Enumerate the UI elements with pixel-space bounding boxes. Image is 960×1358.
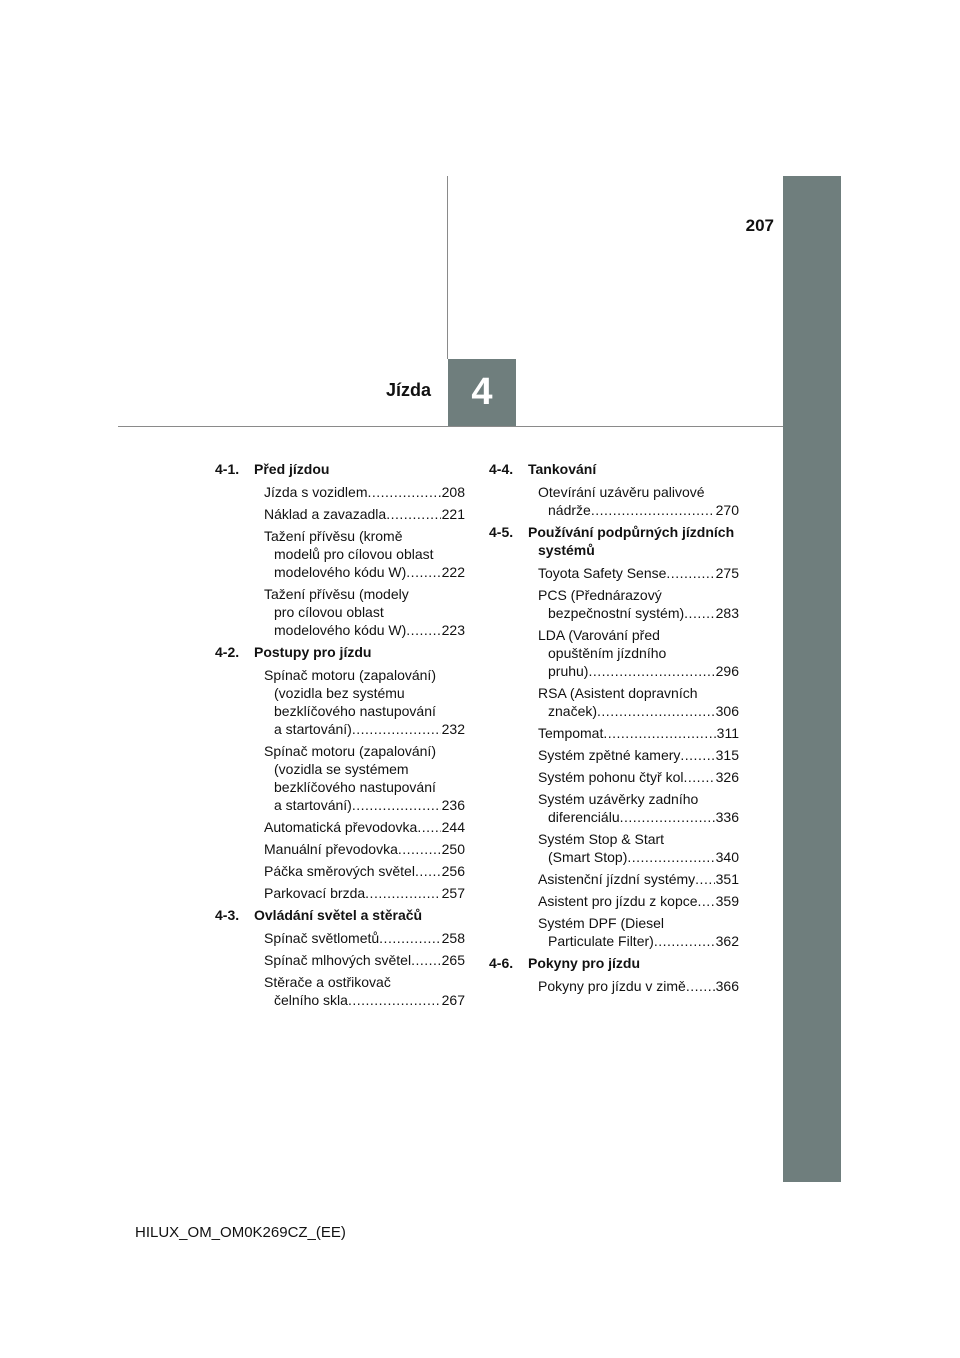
toc-section (489, 954, 739, 995)
dot-leader (695, 870, 714, 888)
toc-entry[interactable] (215, 483, 465, 501)
toc-entry[interactable] (215, 929, 465, 947)
dot-leader (620, 808, 715, 826)
section-title: Postupy pro jízdu (254, 644, 372, 660)
dot-leader (386, 505, 440, 523)
toc-entry[interactable] (489, 626, 739, 680)
entry-title-line: diferenciálu (548, 809, 620, 825)
entry-title-line: opuštěním jízdního (548, 645, 667, 661)
entry-page-number: 283 (715, 605, 739, 621)
entry-page-number: 236 (441, 797, 465, 813)
section-title: Používání podpůrných jízdních systémů (528, 524, 735, 558)
toc-section-heading[interactable] (215, 460, 465, 478)
toc-entry[interactable] (489, 870, 739, 888)
section-number: 4-1. (215, 461, 240, 477)
entry-title-line: Jízda s vozidlem (264, 484, 368, 500)
entry-title-line: RSA (Asistent dopravních (538, 685, 698, 701)
entry-title-line: Tempomat (538, 725, 604, 741)
dot-leader (597, 702, 715, 720)
entry-title-line: LDA (Varování před (538, 627, 660, 643)
entry-title-line: Systém Stop & Start (538, 831, 665, 847)
toc-section-heading[interactable] (489, 460, 739, 478)
toc-entry[interactable] (215, 973, 465, 1009)
entry-page-number: 221 (441, 506, 465, 522)
entry-title-line: bezpečnostní systém) (548, 605, 685, 621)
entry-title-line: Tažení přívěsu (modely (264, 586, 409, 602)
dot-leader (684, 604, 714, 622)
entry-page-number: 366 (715, 978, 739, 994)
entry-title-line: Systém pohonu čtyř kol (538, 769, 684, 785)
chapter-title: Jízda (385, 380, 431, 400)
entry-page-number: 275 (715, 565, 739, 581)
toc-entry[interactable] (215, 505, 465, 523)
entry-title-line: pro cílovou oblast (274, 604, 384, 620)
dot-leader (603, 724, 715, 742)
toc-entry[interactable] (489, 768, 739, 786)
entry-page-number: 258 (441, 930, 465, 946)
dot-leader (654, 932, 715, 950)
toc-entry[interactable] (215, 742, 465, 814)
section-title: Pokyny pro jízdu (528, 955, 641, 971)
entry-title-line: a startování) (274, 721, 352, 737)
entry-page-number: 267 (441, 992, 465, 1008)
entry-title-line: značek) (548, 703, 598, 719)
entry-page-number: 359 (715, 893, 739, 909)
entry-page-number: 256 (441, 863, 465, 879)
entry-title-line: Systém uzávěrky zadního (538, 791, 699, 807)
entry-title-line: Asistent pro jízdu z kopce (538, 893, 698, 909)
toc-entry[interactable] (489, 564, 739, 582)
entry-page-number: 223 (441, 622, 465, 638)
entry-title-line: modelového kódu W) (274, 622, 407, 638)
toc-entry[interactable] (489, 483, 739, 519)
toc-section-heading[interactable] (215, 643, 465, 661)
toc-entry[interactable] (489, 684, 739, 720)
dot-leader (398, 840, 441, 858)
entry-title-line: PCS (Přednárazový (538, 587, 662, 603)
entry-title-line: Tažení přívěsu (kromě (264, 528, 403, 544)
dot-leader (686, 977, 715, 995)
entry-page-number: 222 (441, 564, 465, 580)
entry-title-line: Stěrače a ostřikovač (264, 974, 391, 990)
toc-entry[interactable] (215, 666, 465, 738)
entry-title-line: (Smart Stop) (548, 849, 628, 865)
dot-leader (352, 796, 441, 814)
entry-title-line: Páčka směrových světel (264, 863, 415, 879)
toc-section (215, 906, 465, 1009)
entry-title-line: Pokyny pro jízdu v zimě (538, 978, 686, 994)
dot-leader (680, 746, 714, 764)
entry-title-line: Spínač světlometů (264, 930, 380, 946)
entry-page-number: 315 (715, 747, 739, 763)
entry-page-number: 265 (441, 952, 465, 968)
toc-section-heading[interactable] (489, 523, 739, 559)
toc-section (489, 523, 739, 950)
entry-title-line: Otevírání uzávěru palivové (538, 484, 705, 500)
entry-page-number: 232 (441, 721, 465, 737)
dot-leader (379, 929, 440, 947)
entry-title-line: Particulate Filter) (548, 933, 654, 949)
toc-section (489, 460, 739, 519)
dot-leader (591, 501, 715, 519)
toc-entry[interactable] (489, 790, 739, 826)
toc-entry[interactable] (215, 585, 465, 639)
dot-leader (588, 662, 714, 680)
entry-title-line: a startování) (274, 797, 352, 813)
toc-entry[interactable] (489, 746, 739, 764)
entry-title-line: Automatická převodovka (264, 819, 418, 835)
entry-page-number: 208 (441, 484, 465, 500)
entry-page-number: 340 (715, 849, 739, 865)
entry-title-line: modelového kódu W) (274, 564, 407, 580)
toc-entry[interactable] (489, 586, 739, 622)
entry-page-number: 362 (715, 933, 739, 949)
toc-entry[interactable] (489, 977, 739, 995)
toc-entry[interactable] (215, 884, 465, 902)
toc-entry[interactable] (489, 914, 739, 950)
dot-leader (406, 563, 440, 581)
dot-leader (627, 848, 714, 866)
toc-entry[interactable] (489, 830, 739, 866)
entry-title-line: bezklíčového nastupování (274, 779, 436, 795)
entry-title-line: (vozidla se systémem (274, 761, 409, 777)
toc-entry[interactable] (489, 892, 739, 910)
entry-title-line: Spínač motoru (zapalování) (264, 667, 436, 683)
dot-leader (348, 991, 441, 1009)
dot-leader (352, 720, 441, 738)
chapter-number-badge: 4 (448, 359, 516, 426)
dot-leader (415, 862, 441, 880)
toc-section-heading[interactable] (489, 954, 739, 972)
section-title: Tankování (528, 461, 597, 477)
entry-title-line: bezklíčového nastupování (274, 703, 436, 719)
dot-leader (367, 483, 440, 501)
entry-title-line: pruhu) (548, 663, 589, 679)
document-footer-code: HILUX_OM_OM0K269CZ_(EE) (135, 1224, 346, 1241)
section-number: 4-2. (215, 644, 240, 660)
section-number: 4-3. (215, 907, 240, 923)
toc-entry[interactable] (215, 818, 465, 836)
dot-leader (411, 951, 441, 969)
entry-page-number: 250 (441, 841, 465, 857)
entry-title-line: Spínač motoru (zapalování) (264, 743, 436, 759)
entry-title-line: čelního skla (274, 992, 348, 1008)
section-title: Před jízdou (254, 461, 330, 477)
header-divider-vertical (447, 176, 448, 359)
dot-leader (698, 892, 715, 910)
entry-page-number: 296 (715, 663, 739, 679)
entry-page-number: 257 (441, 885, 465, 901)
entry-title-line: Parkovací brzda (264, 885, 366, 901)
entry-title-line: Manuální převodovka (264, 841, 398, 857)
page-number: 207 (745, 216, 774, 235)
dot-leader (417, 818, 440, 836)
toc-entry[interactable] (215, 527, 465, 581)
toc-section-heading[interactable] (215, 906, 465, 924)
entry-page-number: 351 (715, 871, 739, 887)
entry-title-line: Asistenční jízdní systémy (538, 871, 696, 887)
chapter-side-tab (783, 176, 841, 1182)
toc-column-right (489, 460, 739, 999)
entry-title-line: Spínač mlhových světel (264, 952, 412, 968)
dot-leader (406, 621, 440, 639)
toc-section (215, 460, 465, 639)
entry-page-number: 326 (715, 769, 739, 785)
entry-title-line: Toyota Safety Sense (538, 565, 667, 581)
entry-page-number: 270 (715, 502, 739, 518)
dot-leader (365, 884, 440, 902)
header-divider-horizontal (118, 426, 783, 427)
entry-page-number: 336 (715, 809, 739, 825)
toc-entry[interactable] (215, 951, 465, 969)
entry-title-line: (vozidla bez systému (274, 685, 405, 701)
entry-title-line: nádrže (548, 502, 591, 518)
entry-title-line: Systém DPF (Diesel (538, 915, 665, 931)
section-title: Ovládání světel a stěračů (254, 907, 423, 923)
dot-leader (684, 768, 715, 786)
toc-entry[interactable] (215, 840, 465, 858)
section-number: 4-4. (489, 461, 514, 477)
entry-title-line: Náklad a zavazadla (264, 506, 387, 522)
toc-column-left (215, 460, 465, 1013)
toc-entry[interactable] (489, 724, 739, 742)
entry-page-number: 311 (716, 725, 739, 741)
entry-page-number: 244 (441, 819, 465, 835)
entry-page-number: 306 (715, 703, 739, 719)
entry-title-line: Systém zpětné kamery (538, 747, 681, 763)
entry-title-line: modelů pro cílovou oblast (274, 546, 434, 562)
dot-leader (666, 564, 714, 582)
section-number: 4-6. (489, 955, 514, 971)
toc-section (215, 643, 465, 902)
toc-entry[interactable] (215, 862, 465, 880)
section-number: 4-5. (489, 524, 514, 540)
